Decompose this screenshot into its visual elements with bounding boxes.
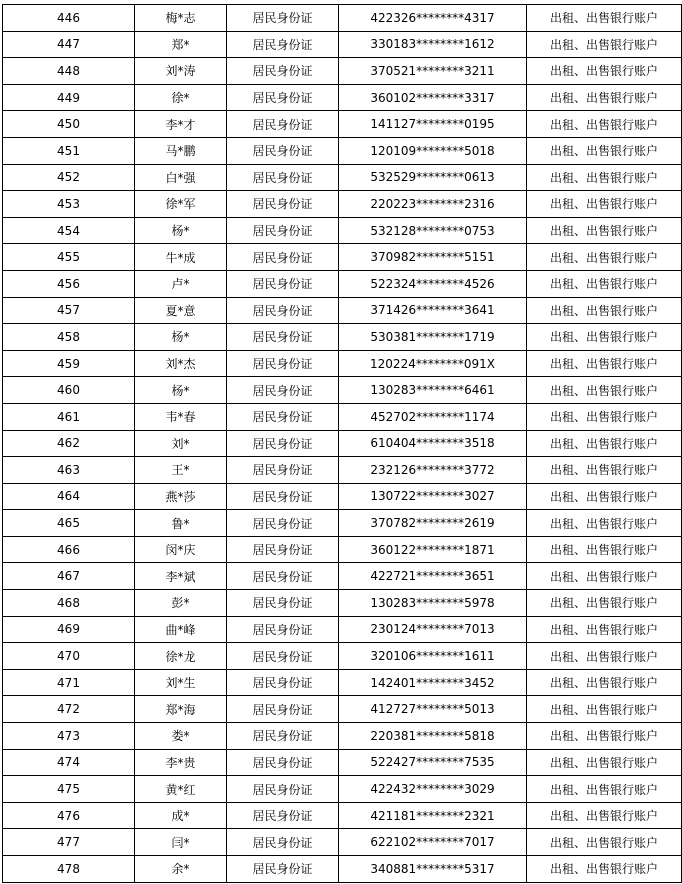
id-number-cell: 220381********5818 [339,723,527,750]
reason-cell: 出租、出售银行账户 [527,749,682,776]
id-number-cell: 422326********4317 [339,5,527,32]
name-cell: 曲*峰 [135,616,227,643]
reason-cell: 出租、出售银行账户 [527,483,682,510]
id-type-cell: 居民身份证 [227,776,339,803]
reason-cell: 出租、出售银行账户 [527,563,682,590]
table-row [3,696,682,723]
name-cell: 王* [135,457,227,484]
name-cell: 牛*成 [135,244,227,271]
id-number-cell: 142401********3452 [339,669,527,696]
id-type-cell: 居民身份证 [227,749,339,776]
table-row [3,856,682,883]
id-number-cell: 120224********091X [339,350,527,377]
reason-cell: 出租、出售银行账户 [527,643,682,670]
name-cell: 杨* [135,377,227,404]
row-number-cell: 468 [3,590,135,617]
row-number-cell: 450 [3,111,135,138]
id-type-cell: 居民身份证 [227,643,339,670]
table-row [3,457,682,484]
id-number-cell: 412727********5013 [339,696,527,723]
id-number-cell: 452702********1174 [339,403,527,430]
id-number-cell: 320106********1611 [339,643,527,670]
row-number-cell: 469 [3,616,135,643]
name-cell: 马*鹏 [135,137,227,164]
row-number-cell: 462 [3,430,135,457]
name-cell: 杨* [135,217,227,244]
id-number-cell: 522324********4526 [339,270,527,297]
reason-cell: 出租、出售银行账户 [527,590,682,617]
name-cell: 鲁* [135,510,227,537]
name-cell: 闵*庆 [135,536,227,563]
reason-cell: 出租、出售银行账户 [527,776,682,803]
id-number-cell: 130722********3027 [339,483,527,510]
id-number-cell: 622102********7017 [339,829,527,856]
name-cell: 李*才 [135,111,227,138]
name-cell: 白*强 [135,164,227,191]
row-number-cell: 464 [3,483,135,510]
row-number-cell: 447 [3,31,135,58]
table-row [3,164,682,191]
name-cell: 徐*龙 [135,643,227,670]
table-row [3,643,682,670]
reason-cell: 出租、出售银行账户 [527,31,682,58]
name-cell: 徐*军 [135,191,227,218]
table-row [3,563,682,590]
reason-cell: 出租、出售银行账户 [527,270,682,297]
id-type-cell: 居民身份证 [227,324,339,351]
id-type-cell: 居民身份证 [227,829,339,856]
row-number-cell: 466 [3,536,135,563]
reason-cell: 出租、出售银行账户 [527,137,682,164]
table-row [3,430,682,457]
id-type-cell: 居民身份证 [227,457,339,484]
id-number-cell: 360102********3317 [339,84,527,111]
row-number-cell: 463 [3,457,135,484]
id-type-cell: 居民身份证 [227,430,339,457]
name-cell: 李*斌 [135,563,227,590]
reason-cell: 出租、出售银行账户 [527,191,682,218]
record-table [2,4,682,883]
table-row [3,616,682,643]
table-row [3,244,682,271]
id-number-cell: 130283********6461 [339,377,527,404]
reason-cell: 出租、出售银行账户 [527,58,682,85]
name-cell: 韦*春 [135,403,227,430]
row-number-cell: 458 [3,324,135,351]
row-number-cell: 475 [3,776,135,803]
table-row [3,483,682,510]
reason-cell: 出租、出售银行账户 [527,616,682,643]
row-number-cell: 460 [3,377,135,404]
name-cell: 彭* [135,590,227,617]
id-type-cell: 居民身份证 [227,270,339,297]
table-row [3,58,682,85]
name-cell: 刘*杰 [135,350,227,377]
table-row [3,350,682,377]
name-cell: 杨* [135,324,227,351]
row-number-cell: 474 [3,749,135,776]
id-type-cell: 居民身份证 [227,536,339,563]
id-number-cell: 532529********0613 [339,164,527,191]
table-row [3,723,682,750]
id-type-cell: 居民身份证 [227,191,339,218]
id-type-cell: 居民身份证 [227,31,339,58]
table-row [3,802,682,829]
reason-cell: 出租、出售银行账户 [527,377,682,404]
id-type-cell: 居民身份证 [227,244,339,271]
name-cell: 燕*莎 [135,483,227,510]
id-type-cell: 居民身份证 [227,58,339,85]
id-type-cell: 居民身份证 [227,297,339,324]
table-row [3,324,682,351]
row-number-cell: 477 [3,829,135,856]
table-row [3,403,682,430]
row-number-cell: 455 [3,244,135,271]
id-type-cell: 居民身份证 [227,510,339,537]
id-number-cell: 340881********5317 [339,856,527,883]
id-type-cell: 居民身份证 [227,377,339,404]
row-number-cell: 476 [3,802,135,829]
row-number-cell: 467 [3,563,135,590]
id-number-cell: 232126********3772 [339,457,527,484]
id-type-cell: 居民身份证 [227,696,339,723]
reason-cell: 出租、出售银行账户 [527,164,682,191]
id-number-cell: 130283********5978 [339,590,527,617]
name-cell: 娄* [135,723,227,750]
row-number-cell: 446 [3,5,135,32]
table-row [3,510,682,537]
row-number-cell: 457 [3,297,135,324]
id-type-cell: 居民身份证 [227,856,339,883]
id-type-cell: 居民身份证 [227,563,339,590]
id-type-cell: 居民身份证 [227,590,339,617]
table-row [3,217,682,244]
id-number-cell: 120109********5018 [339,137,527,164]
row-number-cell: 453 [3,191,135,218]
row-number-cell: 448 [3,58,135,85]
id-type-cell: 居民身份证 [227,137,339,164]
id-number-cell: 370521********3211 [339,58,527,85]
table-row [3,590,682,617]
id-type-cell: 居民身份证 [227,350,339,377]
id-number-cell: 522427********7535 [339,749,527,776]
table-row [3,270,682,297]
row-number-cell: 470 [3,643,135,670]
reason-cell: 出租、出售银行账户 [527,430,682,457]
id-type-cell: 居民身份证 [227,5,339,32]
row-number-cell: 461 [3,403,135,430]
id-number-cell: 530381********1719 [339,324,527,351]
row-number-cell: 465 [3,510,135,537]
name-cell: 卢* [135,270,227,297]
reason-cell: 出租、出售银行账户 [527,84,682,111]
table-row [3,536,682,563]
reason-cell: 出租、出售银行账户 [527,111,682,138]
reason-cell: 出租、出售银行账户 [527,723,682,750]
row-number-cell: 452 [3,164,135,191]
reason-cell: 出租、出售银行账户 [527,856,682,883]
reason-cell: 出租、出售银行账户 [527,217,682,244]
table-row [3,377,682,404]
table-row [3,829,682,856]
row-number-cell: 451 [3,137,135,164]
reason-cell: 出租、出售银行账户 [527,403,682,430]
row-number-cell: 471 [3,669,135,696]
id-number-cell: 532128********0753 [339,217,527,244]
name-cell: 夏*意 [135,297,227,324]
id-number-cell: 422432********3029 [339,776,527,803]
id-number-cell: 610404********3518 [339,430,527,457]
name-cell: 郑* [135,31,227,58]
table-row [3,31,682,58]
reason-cell: 出租、出售银行账户 [527,297,682,324]
id-number-cell: 370982********5151 [339,244,527,271]
table-row [3,84,682,111]
reason-cell: 出租、出售银行账户 [527,457,682,484]
row-number-cell: 473 [3,723,135,750]
row-number-cell: 478 [3,856,135,883]
reason-cell: 出租、出售银行账户 [527,324,682,351]
reason-cell: 出租、出售银行账户 [527,244,682,271]
name-cell: 刘*生 [135,669,227,696]
id-type-cell: 居民身份证 [227,84,339,111]
id-type-cell: 居民身份证 [227,403,339,430]
name-cell: 闫* [135,829,227,856]
id-type-cell: 居民身份证 [227,723,339,750]
table-row [3,137,682,164]
id-number-cell: 422721********3651 [339,563,527,590]
row-number-cell: 449 [3,84,135,111]
table-row [3,191,682,218]
id-number-cell: 330183********1612 [339,31,527,58]
table-row [3,776,682,803]
id-type-cell: 居民身份证 [227,802,339,829]
id-number-cell: 371426********3641 [339,297,527,324]
id-number-cell: 370782********2619 [339,510,527,537]
table-row [3,5,682,32]
reason-cell: 出租、出售银行账户 [527,802,682,829]
name-cell: 刘* [135,430,227,457]
id-type-cell: 居民身份证 [227,483,339,510]
table-row [3,111,682,138]
name-cell: 刘*涛 [135,58,227,85]
table-row [3,297,682,324]
record-table-body [3,5,682,883]
reason-cell: 出租、出售银行账户 [527,669,682,696]
row-number-cell: 459 [3,350,135,377]
name-cell: 徐* [135,84,227,111]
id-number-cell: 421181********2321 [339,802,527,829]
id-number-cell: 360122********1871 [339,536,527,563]
table-row [3,669,682,696]
reason-cell: 出租、出售银行账户 [527,350,682,377]
id-type-cell: 居民身份证 [227,217,339,244]
reason-cell: 出租、出售银行账户 [527,536,682,563]
reason-cell: 出租、出售银行账户 [527,510,682,537]
id-number-cell: 230124********7013 [339,616,527,643]
name-cell: 余* [135,856,227,883]
reason-cell: 出租、出售银行账户 [527,5,682,32]
reason-cell: 出租、出售银行账户 [527,829,682,856]
id-type-cell: 居民身份证 [227,616,339,643]
row-number-cell: 472 [3,696,135,723]
id-type-cell: 居民身份证 [227,669,339,696]
id-number-cell: 141127********0195 [339,111,527,138]
row-number-cell: 456 [3,270,135,297]
id-type-cell: 居民身份证 [227,111,339,138]
name-cell: 李*贵 [135,749,227,776]
id-number-cell: 220223********2316 [339,191,527,218]
id-type-cell: 居民身份证 [227,164,339,191]
table-row [3,749,682,776]
name-cell: 黄*红 [135,776,227,803]
row-number-cell: 454 [3,217,135,244]
name-cell: 成* [135,802,227,829]
name-cell: 郑*海 [135,696,227,723]
name-cell: 梅*志 [135,5,227,32]
reason-cell: 出租、出售银行账户 [527,696,682,723]
